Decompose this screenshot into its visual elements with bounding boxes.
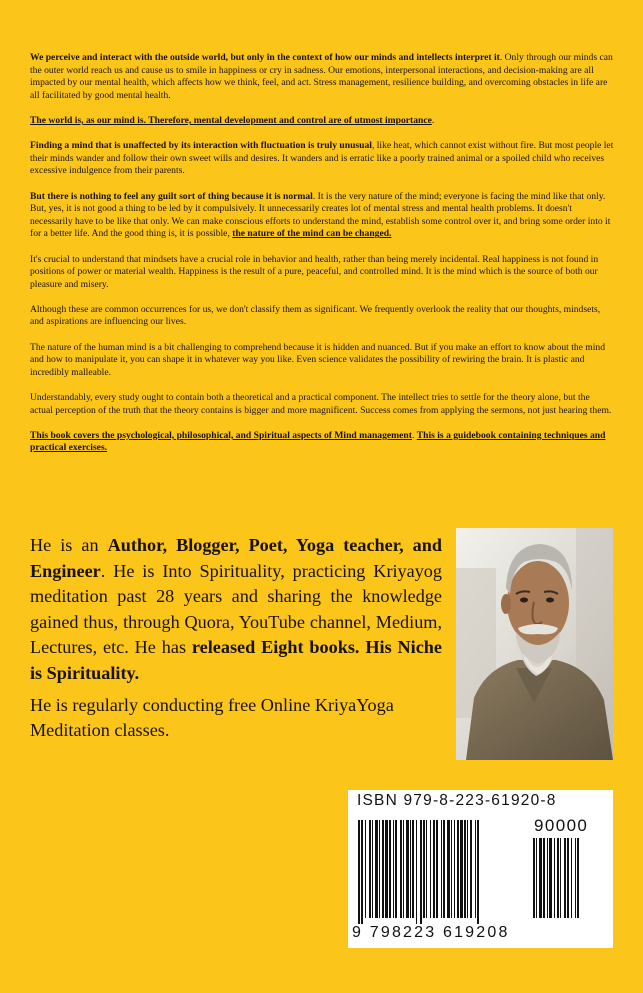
isbn-label: ISBN 979-8-223-61920-8 — [357, 792, 557, 809]
price-code: 90000 — [534, 816, 589, 835]
author-bio — [30, 533, 442, 750]
blurb-paragraph-9: This book covers the psychological, philosophical, and Spiritual aspects of Mind management. This is a guidebook containing techniques and practical exercises. — [30, 429, 606, 454]
blurb-paragraph-1: We perceive and interact with the outside world, but only in the context of how our minds and intellects interpret it. Only through our minds can the outer world reach us and cause us to smile in happiness or cry in sadness. Our emotions, interpersonal interactions, and decision-making are all impacted by our mental health, which affects how we think, feel, and act. Stress management, resilience building, and overcoming obstacles in life are all facilitated by good mental health. — [30, 52, 613, 101]
blurb-paragraph-4: But there is nothing to feel any guilt sort of thing because it is normal. It is the very nature of the mind; everyone is facing the mind like that only. But, yes, it is not good a thing to be led by it compulsively. It unnecessarily creates lot of mental stress and mental health problems. It doesn't necessarily have to be like that only. We can make conscious efforts to understand the mind, establish some control over it, and bring some order into it for a better life. And the good thing is, it is possible, the nature of the mind can be changed. — [30, 190, 611, 240]
barcode-digits: 9 798223 619208 — [352, 924, 510, 941]
book-blurb — [30, 52, 614, 468]
blurb-paragraph-6: Although these are common occurrences for us, we don't classify them as significant. We frequently overlook the reality that our thoughts, mindsets, and aspirations are influencing our lives. — [30, 303, 601, 328]
barcode-bars — [358, 820, 522, 924]
blurb-paragraph-8: Understandably, every study ought to contain both a theoretical and a practical component. The intellect tries to settle for the theory alone, but the actual perception of the truth that the theory contains is bigger and more magnificent. Success comes from applying the sermons, not just hearing them. — [30, 392, 612, 416]
classes-note: He is regularly conducting free Online KriyaYoga Meditation classes. — [30, 694, 394, 741]
addon-barcode-bars — [533, 838, 605, 924]
blurb-paragraph-3: Finding a mind that is unaffected by its interaction with fluctuation is truly unusual, like heat, which cannot exist without fire. But most people let their minds wander and follow their own sweet wills and desires. It wanders and is erratic like a poorly trained animal or a spoiled child who receives excessive indulgence from their parents. — [30, 140, 614, 177]
author-bio-paragraph: He is an Author, Blogger, Poet, Yoga teacher, and Engineer. He is Into Spirituality, practicing Kriyayog meditation past 28 years and sharing the knowledge gained thus, through Quora, YouTube channel, Medium, Lectures, etc. He has released Eight books. His Niche is Spirituality. — [30, 535, 442, 683]
blurb-paragraph-7: The nature of the human mind is a bit challenging to comprehend because it is hidden and nuanced. But if you make an effort to know about the mind and how to manipulate it, you can shape it in whatever way you like. Even science validates the possibility of rewiring the brain. It is plastic and incredibly malleable. — [30, 341, 606, 378]
blurb-paragraph-2: The world is, as our mind is. Therefore, mental development and control are of utmost importance. — [30, 114, 435, 126]
blurb-paragraph-5: It's crucial to understand that mindsets have a crucial role in behavior and health, rather than being merely incidental. Real happiness is not found in positions of power or material wealth. Happiness is the result of a pure, peaceful, and controlled mind. It is the mind which is the source of both our pleasure and misery. — [30, 253, 599, 290]
isbn-barcode — [348, 790, 613, 948]
author-photo — [456, 528, 613, 760]
